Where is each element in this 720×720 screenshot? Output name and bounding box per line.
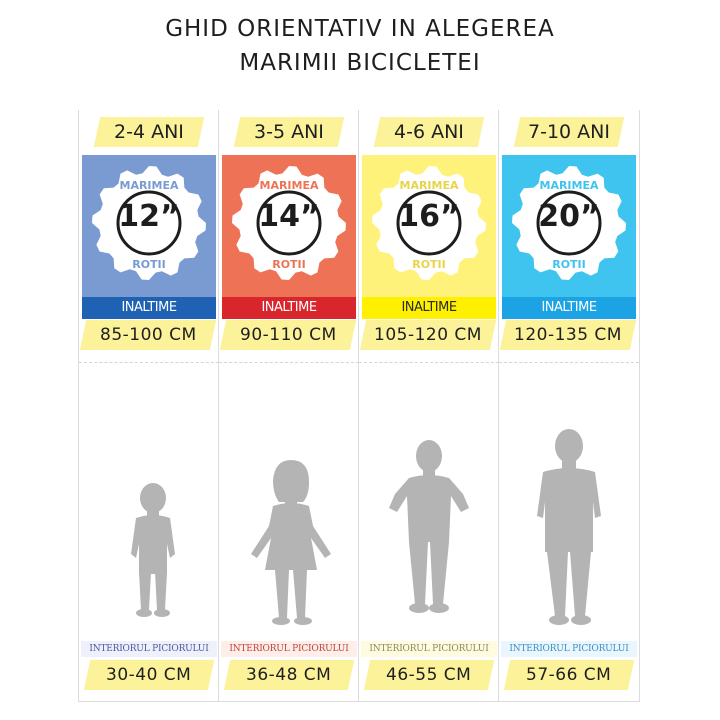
leg-label: INTERIORUL PICIORULUI xyxy=(81,641,217,657)
girl-silhouette-icon xyxy=(219,366,359,638)
leg-value: 30-40 CM xyxy=(84,660,214,690)
badge-top-text: MARIMEA xyxy=(259,179,319,192)
badge-bottom-text: ROTII xyxy=(412,258,446,271)
size-column-20 xyxy=(498,110,640,702)
leg-value: 46-55 CM xyxy=(364,660,494,690)
height-value: 85-100 CM xyxy=(80,320,216,350)
divider xyxy=(219,701,359,702)
wheel-size-panel xyxy=(82,155,216,297)
divider xyxy=(79,701,219,702)
height-band: INALTIME xyxy=(502,297,636,319)
older-boy-silhouette-icon xyxy=(499,366,639,638)
badge-top-text: MARIMEA xyxy=(399,179,459,192)
page-title xyxy=(0,12,720,80)
height-band: INALTIME xyxy=(362,297,496,319)
divider xyxy=(499,362,639,363)
badge-bottom-text: ROTII xyxy=(552,258,586,271)
leg-label: INTERIORUL PICIORULUI xyxy=(221,641,357,657)
wheel-size-value: 14” xyxy=(258,199,320,234)
height-value: 120-135 CM xyxy=(500,320,636,350)
height-band: INALTIME xyxy=(82,297,216,319)
boy-silhouette-icon xyxy=(359,366,499,638)
size-column-14 xyxy=(218,110,359,702)
wheel-size-value: 12” xyxy=(118,199,180,234)
badge-top-text: MARIMEA xyxy=(119,179,179,192)
toddler-silhouette-icon xyxy=(79,366,219,638)
wheel-size-panel xyxy=(502,155,636,297)
badge-bottom-text: ROTII xyxy=(272,258,306,271)
size-guide-grid xyxy=(78,110,640,702)
divider xyxy=(79,362,219,363)
divider xyxy=(359,701,499,702)
leg-label: INTERIORUL PICIORULUI xyxy=(501,641,637,657)
size-column-12 xyxy=(78,110,219,702)
badge-top-text: MARIMEA xyxy=(539,179,599,192)
size-column-16 xyxy=(358,110,499,702)
badge-bottom-text: ROTII xyxy=(132,258,166,271)
wheel-size-panel xyxy=(362,155,496,297)
age-tag: 2-4 ANI xyxy=(94,117,204,147)
age-tag: 4-6 ANI xyxy=(374,117,484,147)
leg-value: 36-48 CM xyxy=(224,660,354,690)
leg-value: 57-66 CM xyxy=(504,660,634,690)
title-line-1: GHID ORIENTATIV IN ALEGEREA xyxy=(165,16,555,42)
age-tag: 3-5 ANI xyxy=(234,117,344,147)
height-band: INALTIME xyxy=(222,297,356,319)
wheel-size-panel xyxy=(222,155,356,297)
wheel-size-value: 16” xyxy=(398,199,460,234)
height-value: 90-110 CM xyxy=(220,320,356,350)
divider xyxy=(499,701,639,702)
divider xyxy=(359,362,499,363)
age-tag: 7-10 ANI xyxy=(514,117,624,147)
title-line-2: MARIMII BICICLETEI xyxy=(239,50,481,76)
wheel-size-value: 20” xyxy=(538,199,600,234)
divider xyxy=(219,362,359,363)
leg-label: INTERIORUL PICIORULUI xyxy=(361,641,497,657)
height-value: 105-120 CM xyxy=(360,320,496,350)
